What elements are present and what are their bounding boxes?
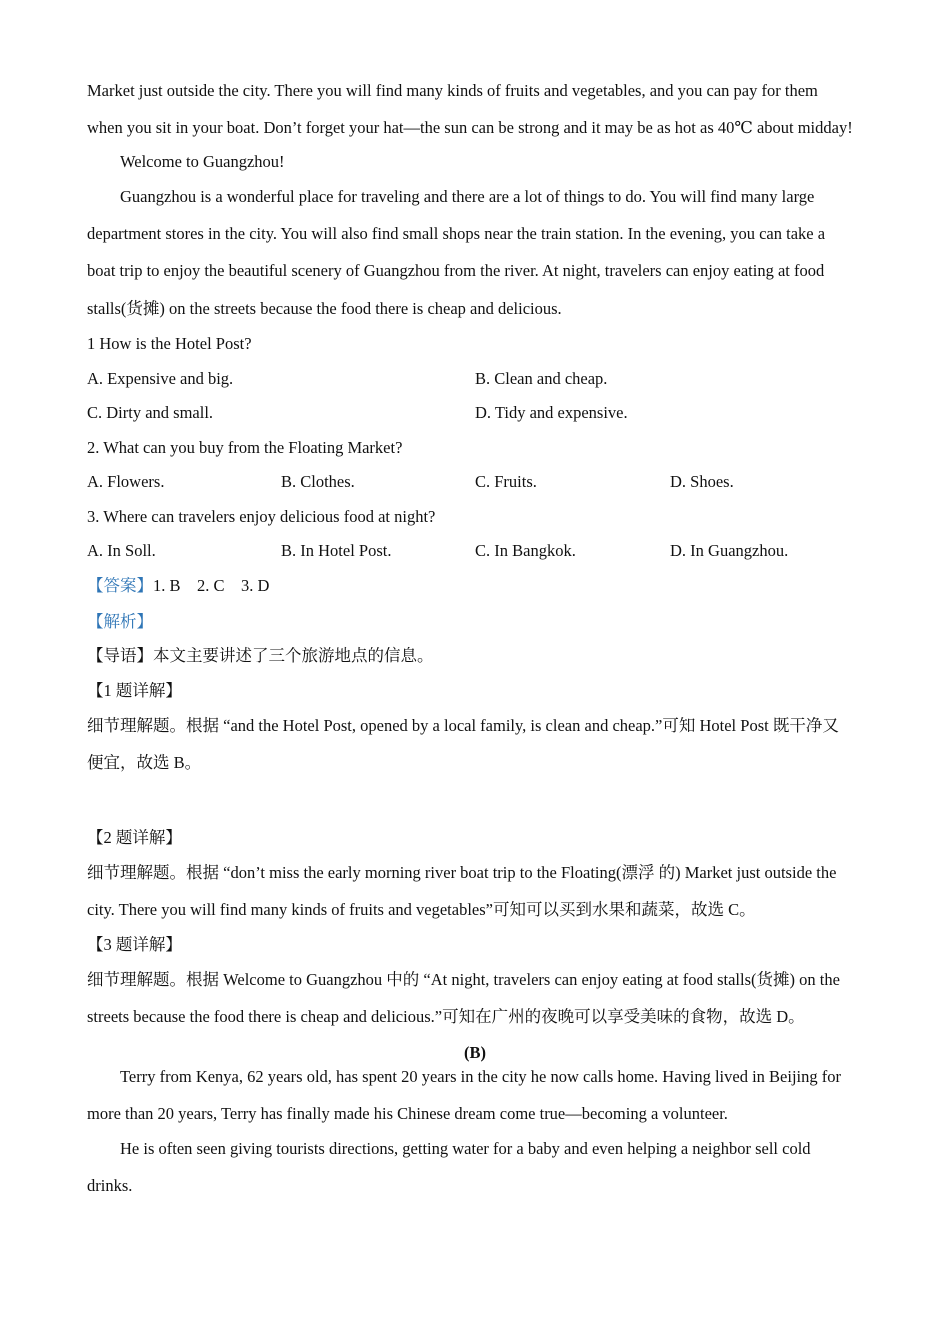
q2-detail-title: 【2 题详解】	[87, 828, 182, 847]
question-3-option-b: B. In Hotel Post.	[281, 541, 392, 560]
passage-a-line-7: stalls(货摊) on the streets because the food there is cheap and delicious.	[87, 299, 562, 318]
question-3-option-c: C. In Bangkok.	[475, 541, 576, 560]
passage-a-line-5: department stores in the city. You will also find small shops near the train station. In the evening, you can take a	[87, 224, 826, 243]
passage-b-line-2: more than 20 years, Terry has finally made his Chinese dream come true—becoming a volunteer.	[87, 1104, 728, 1123]
question-3-option-a: A. In Soll.	[87, 541, 156, 560]
question-3-stem: 3. Where can travelers enjoy delicious food at night?	[87, 507, 436, 526]
question-1-stem: 1 How is the Hotel Post?	[87, 334, 252, 353]
q3-detail-title: 【3 题详解】	[87, 935, 182, 954]
passage-a-line-2: when you sit in your boat. Don’t forget your hat—the sun can be strong and it may be as hot as 40℃ about midday!	[87, 118, 853, 137]
answer-text: 1. B 2. C 3. D	[153, 576, 270, 595]
q3-detail-line-1: 细节理解题。根据 Welcome to Guangzhou 中的 “At night, travelers can enjoy eating at food stalls(货摊) on the	[87, 970, 840, 989]
analysis-guide: 【导语】本文主要讲述了三个旅游地点的信息。	[87, 646, 434, 665]
passage-b-line-1: Terry from Kenya, 62 years old, has spent 20 years in the city he now calls home. Having lived in Beijing for	[120, 1067, 841, 1086]
question-2-stem: 2. What can you buy from the Floating Market?	[87, 438, 403, 457]
question-1-option-b: B. Clean and cheap.	[475, 369, 608, 388]
question-2-option-a: A. Flowers.	[87, 472, 165, 491]
passage-a-line-6: boat trip to enjoy the beautiful scenery of Guangzhou from the river. At night, travelers can enjoy eating at food	[87, 261, 825, 280]
q1-detail-title: 【1 题详解】	[87, 681, 182, 700]
question-3-option-d: D. In Guangzhou.	[670, 541, 789, 560]
answer-line	[87, 576, 269, 596]
question-1-option-c: C. Dirty and small.	[87, 403, 214, 422]
passage-b-line-3: He is often seen giving tourists directions, getting water for a baby and even helping a neighbor sell cold	[120, 1139, 811, 1158]
passage-b-line-4: drinks.	[87, 1176, 133, 1195]
q2-detail-line-2: city. There you will find many kinds of fruits and vegetables”可知可以买到水果和蔬菜，故选 C。	[87, 900, 756, 919]
q3-detail-line-2: streets because the food there is cheap and delicious.”可知在广州的夜晚可以享受美味的食物，故选 D。	[87, 1007, 805, 1026]
answer-label: 【答案】	[87, 576, 153, 595]
q1-detail-line-1: 细节理解题。根据 “and the Hotel Post, opened by a local family, is clean and cheap.”可知 Hotel Post 既干净又	[87, 716, 839, 735]
question-1-option-a: A. Expensive and big.	[87, 369, 234, 388]
passage-b-heading: (B)	[464, 1043, 486, 1062]
question-2-option-c: C. Fruits.	[475, 472, 537, 491]
question-2-option-d: D. Shoes.	[670, 472, 734, 491]
passage-a-line-1: Market just outside the city. There you will find many kinds of fruits and vegetables, and you can pay for them	[87, 81, 818, 100]
q1-detail-line-2: 便宜，故选 B。	[87, 753, 202, 772]
question-2-option-b: B. Clothes.	[281, 472, 355, 491]
analysis-label: 【解析】	[87, 612, 153, 631]
passage-a-guangzhou-heading: Welcome to Guangzhou!	[120, 152, 285, 171]
passage-a-line-4: Guangzhou is a wonderful place for traveling and there are a lot of things to do. You will find many large	[120, 187, 815, 206]
q2-detail-line-1: 细节理解题。根据 “don’t miss the early morning river boat trip to the Floating(漂浮 的) Market just outside the	[87, 863, 837, 882]
question-1-option-d: D. Tidy and expensive.	[475, 403, 628, 422]
